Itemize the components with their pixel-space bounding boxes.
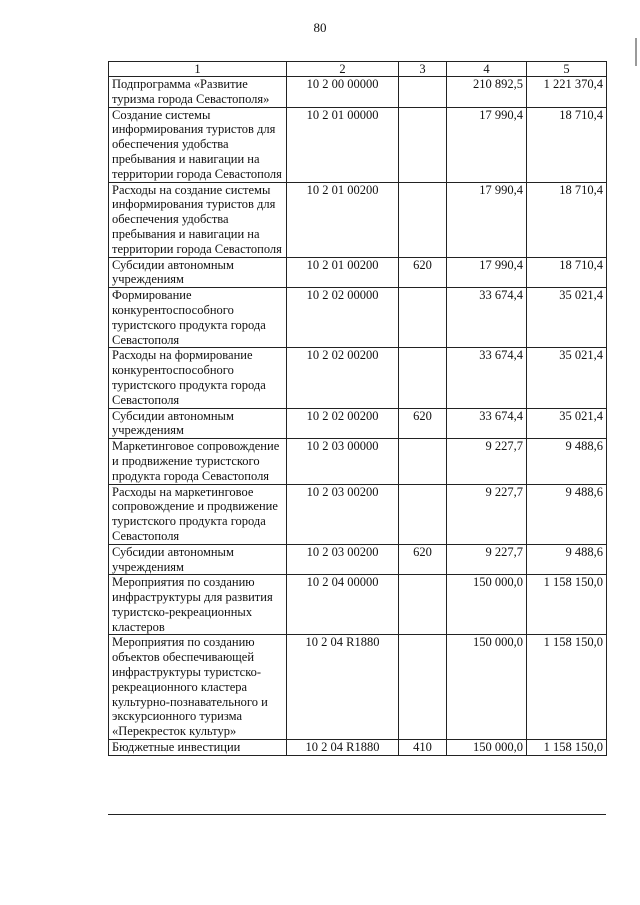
cell-name: Формирование конкурентоспособного туристского продукта города Севастополя [109,288,287,348]
page-number: 80 [313,20,327,35]
cell-amount-1: 150 000,0 [447,740,527,756]
column-header-3: 3 [399,62,447,77]
cell-name: Расходы на маркетинговое сопровождение и продвижение туристского продукта города Севастополя [109,484,287,544]
scan-edge-mark [635,38,637,66]
cell-amount-2: 18 710,4 [527,257,607,288]
cell-amount-2: 1 158 150,0 [527,635,607,740]
cell-amount-2: 9 488,6 [527,484,607,544]
column-header-1: 1 [109,62,287,77]
table-row [109,348,607,408]
cell-amount-1: 150 000,0 [447,635,527,740]
table-bottom-rule [108,814,606,815]
column-header-5: 5 [527,62,607,77]
table-row [109,257,607,288]
column-header-4: 4 [447,62,527,77]
cell-code: 10 2 01 00200 [287,182,399,257]
cell-type [399,348,447,408]
table-row [109,77,607,108]
table-row [109,740,607,756]
cell-name: Создание системы информирования туристов для обеспечения удобства пребывания и навигации на территории города Севастополя [109,107,287,182]
cell-amount-1: 33 674,4 [447,408,527,439]
cell-type: 620 [399,257,447,288]
cell-code: 10 2 02 00200 [287,408,399,439]
table-row [109,484,607,544]
cell-code: 10 2 03 00000 [287,439,399,484]
budget-table [108,61,607,756]
cell-code: 10 2 02 00200 [287,348,399,408]
cell-amount-2: 1 158 150,0 [527,575,607,635]
table-row [109,575,607,635]
cell-amount-1: 33 674,4 [447,288,527,348]
cell-type [399,77,447,108]
cell-amount-2: 18 710,4 [527,107,607,182]
cell-code: 10 2 01 00200 [287,257,399,288]
cell-amount-1: 9 227,7 [447,439,527,484]
cell-amount-2: 35 021,4 [527,408,607,439]
cell-code: 10 2 01 00000 [287,107,399,182]
cell-code: 10 2 04 R1880 [287,740,399,756]
cell-name: Субсидии автономным учреждениям [109,257,287,288]
table-row [109,635,607,740]
column-header-2: 2 [287,62,399,77]
table-row [109,408,607,439]
table-row [109,439,607,484]
cell-type [399,182,447,257]
cell-name: Мероприятия по созданию объектов обеспечивающей инфраструктуры туристско-рекреационного кластера культурно-познавательного и экскурсионного туризма «Перекресток культур» [109,635,287,740]
cell-type: 620 [399,544,447,575]
cell-type [399,575,447,635]
cell-type: 620 [399,408,447,439]
cell-name: Субсидии автономным учреждениям [109,408,287,439]
table-row [109,544,607,575]
table-row [109,182,607,257]
cell-amount-2: 35 021,4 [527,348,607,408]
header-row [109,62,607,77]
cell-amount-2: 1 158 150,0 [527,740,607,756]
cell-amount-1: 9 227,7 [447,544,527,575]
cell-name: Маркетинговое сопровождение и продвижение туристского продукта города Севастополя [109,439,287,484]
table-row [109,288,607,348]
cell-name: Подпрограмма «Развитие туризма города Севастополя» [109,77,287,108]
cell-code: 10 2 02 00000 [287,288,399,348]
cell-amount-1: 33 674,4 [447,348,527,408]
cell-type [399,439,447,484]
cell-amount-1: 9 227,7 [447,484,527,544]
cell-amount-2: 18 710,4 [527,182,607,257]
cell-type [399,484,447,544]
cell-name: Бюджетные инвестиции [109,740,287,756]
cell-type [399,288,447,348]
cell-amount-2: 35 021,4 [527,288,607,348]
cell-amount-2: 9 488,6 [527,544,607,575]
cell-name: Расходы на создание системы информирования туристов для обеспечения удобства пребывания и навигации на территории города Севастополя [109,182,287,257]
cell-type [399,635,447,740]
cell-amount-2: 9 488,6 [527,439,607,484]
cell-name: Расходы на формирование конкурентоспособного туристского продукта города Севастополя [109,348,287,408]
cell-code: 10 2 03 00200 [287,484,399,544]
cell-type: 410 [399,740,447,756]
cell-code: 10 2 00 00000 [287,77,399,108]
cell-name: Мероприятия по созданию инфраструктуры для развития туристско-рекреационных кластеров [109,575,287,635]
cell-amount-1: 17 990,4 [447,257,527,288]
cell-name: Субсидии автономным учреждениям [109,544,287,575]
cell-code: 10 2 04 R1880 [287,635,399,740]
cell-amount-1: 17 990,4 [447,107,527,182]
cell-code: 10 2 04 00000 [287,575,399,635]
cell-amount-1: 17 990,4 [447,182,527,257]
cell-amount-1: 150 000,0 [447,575,527,635]
cell-code: 10 2 03 00200 [287,544,399,575]
cell-type [399,107,447,182]
cell-amount-1: 210 892,5 [447,77,527,108]
table-row [109,107,607,182]
cell-amount-2: 1 221 370,4 [527,77,607,108]
